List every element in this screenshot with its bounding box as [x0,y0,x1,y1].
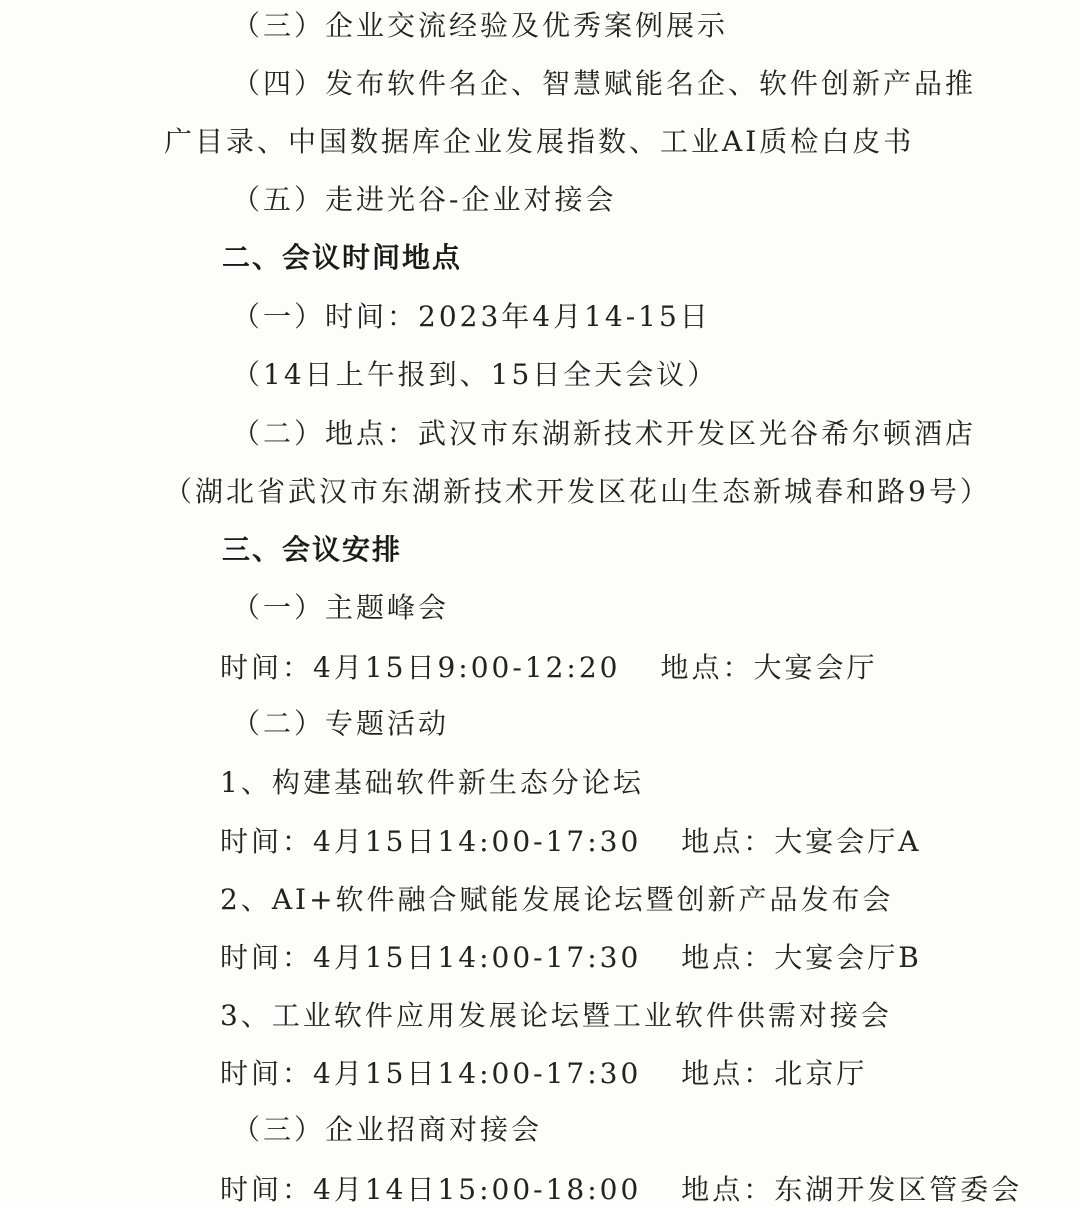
section-heading-schedule: 三、会议安排 [222,533,403,566]
forum-1-title: 1、构建基础软件新生态分论坛 [220,766,644,799]
item-investment-meeting: （三）企业招商对接会 [232,1113,543,1146]
summit-place: 地点：大宴会厅 [660,651,878,684]
item-publish-line2: 广目录、中国数据库企业发展指数、工业AI质检白皮书 [164,125,915,158]
summit-time-place [220,650,878,686]
forum-1-place: 地点：大宴会厅A [681,825,922,858]
forum-1-time: 时间：4月15日14:00-17:30 [220,825,642,858]
forum-1-time-place [220,824,922,860]
investment-place: 地点：东湖开发区管委会 [681,1173,1023,1206]
forum-3-title: 3、工业软件应用发展论坛暨工业软件供需对接会 [220,999,892,1032]
item-publish-line1: （四）发布软件名企、智慧赋能名企、软件创新产品推 [232,67,977,100]
item-time-note: （14日上午报到、15日全天会议） [232,358,719,391]
item-summit: （一）主题峰会 [232,591,450,624]
forum-3-time-place [220,1056,867,1092]
forum-2-time: 时间：4月15日14:00-17:30 [220,941,642,974]
forum-2-place: 地点：大宴会厅B [681,941,922,974]
forum-3-place: 地点：北京厅 [681,1057,868,1090]
forum-2-time-place [220,940,922,976]
item-time: （一）时间：2023年4月14-15日 [232,300,711,333]
summit-time: 时间：4月15日9:00-12:20 [220,651,621,684]
investment-time-place [220,1172,1022,1208]
item-special-events: （二）专题活动 [232,707,450,740]
forum-2-title: 2、AI+软件融合赋能发展论坛暨创新产品发布会 [220,883,894,916]
forum-3-time: 时间：4月15日14:00-17:30 [220,1057,642,1090]
item-enterprise-meeting: （五）走进光谷-企业对接会 [232,183,617,216]
section-heading-time-place: 二、会议时间地点 [222,241,463,274]
item-case-showcase: （三）企业交流经验及优秀案例展示 [232,9,729,42]
investment-time: 时间：4月14日15:00-18:00 [220,1173,642,1206]
item-place: （二）地点：武汉市东湖新技术开发区光谷希尔顿酒店 [232,417,977,450]
item-place-address: （湖北省武汉市东湖新技术开发区花山生态新城春和路9号） [164,475,991,508]
